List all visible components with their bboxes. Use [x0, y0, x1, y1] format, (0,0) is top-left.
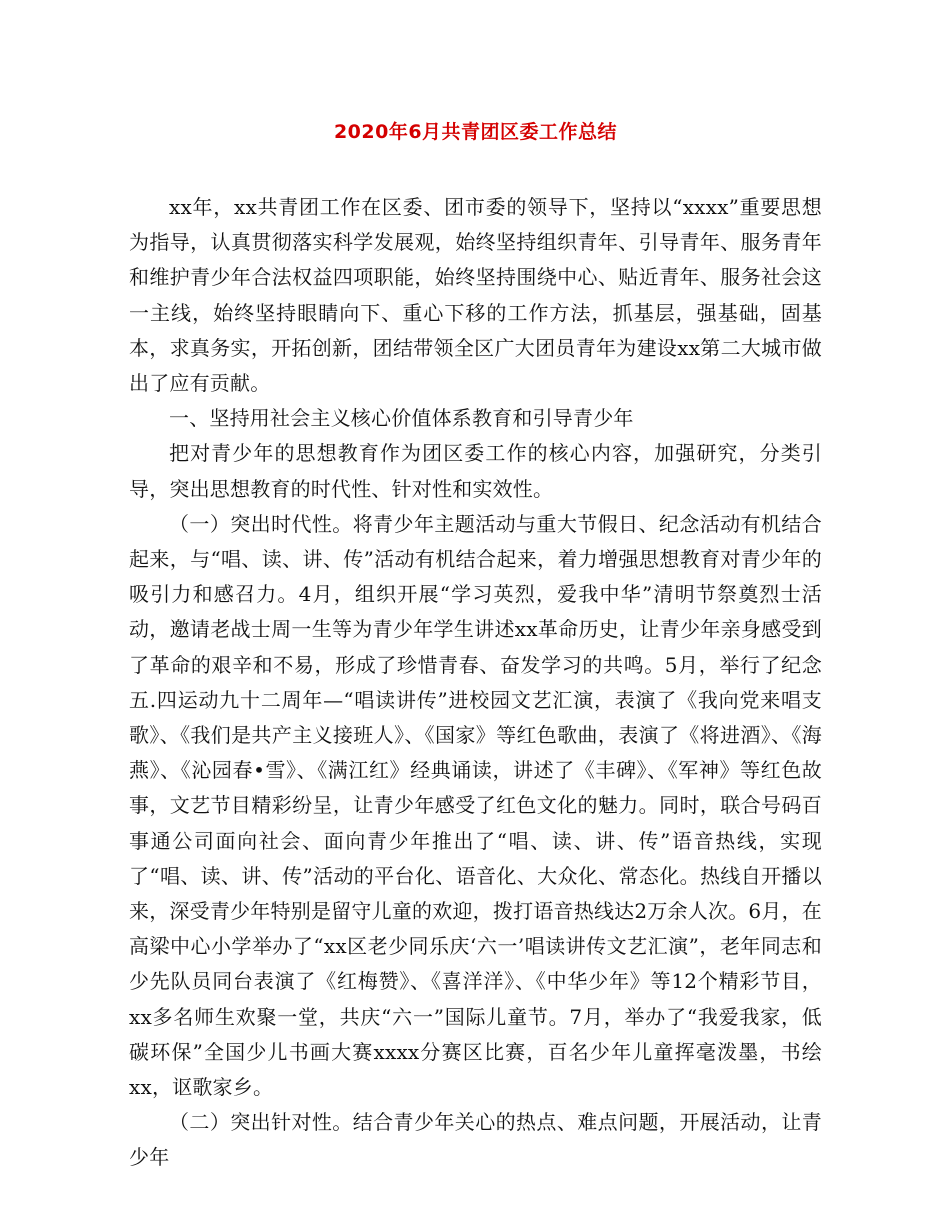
paragraph-subsection-2: （二）突出针对性。结合青少年关心的热点、难点问题，开展活动，让青少年: [129, 1110, 822, 1170]
document-title: 2020年6月共青团区委工作总结: [333, 121, 618, 143]
section-heading-1: 一、坚持用社会主义核心价值体系教育和引导青少年: [169, 406, 634, 431]
paragraph-subsection-1: （一）突出时代性。将青少年主题活动与重大节假日、纪念活动有机结合起来，与“唱、读、讲、传”活动有机结合起来，着力增强思想教育对青少年的吸引力和感召力。4月，组织开展“学习英烈，爱我中华”清明节祭奠烈士活动，邀请老战士周一生等为青少年学生讲述xx革命历史，让青少年亲身感受到了革命的艰辛和不易，形成了珍惜青春、奋发学习的共鸣。5月，举行了纪念五.四运动九十二周年—“唱读讲传”进校园文艺汇演，表演了《我向党来唱支歌》、《我们是共产主义接班人》、《国家》等红色歌曲，表演了《将进酒》、《海燕》、《沁园春•雪》、《满江红》经典诵读，讲述了《丰碑》、《军神》等红色故事，文艺节目精彩纷呈，让青少年感受了红色文化的魅力。同时，联合号码百事通公司面向社会、面向青少年推出了“唱、读、讲、传”语音热线，实现了“唱、读、讲、传”活动的平台化、语音化、大众化、常态化。热线自开播以来，深受青少年特别是留守儿童的欢迎，拨打语音热线达2万余人次。6月，在高梁中心小学举办了“xx区老少同乐庆‘六一’唱读讲传文艺汇演”，老年同志和少先队员同台表演了《红梅赞》、《喜洋洋》、《中华少年》等12个精彩节目，xx多名师生欢聚一堂，共庆“六一”国际儿童节。7月，举办了“我爱我家，低碳环保”全国少儿书画大赛xxxx分赛区比赛，百名少年儿童挥毫泼墨，书绘xx，讴歌家乡。: [129, 511, 822, 1100]
paragraph-intro: xx年，xx共青团工作在区委、团市委的领导下，坚持以“xxxx”重要思想为指导，认真贯彻落实科学发展观，始终坚持组织青年、引导青年、服务青年和维护青少年合法权益四项职能，始终坚持围绕中心、贴近青年、服务社会这一主线，始终坚持眼睛向下、重心下移的工作方法，抓基层，强基础，固基本，求真务实，开拓创新，团结带领全区广大团员青年为建设xx第二大城市做出了应有贡献。: [129, 195, 822, 396]
paragraph-section-1-intro: 把对青少年的思想教育作为团区委工作的核心内容，加强研究，分类引导，突出思想教育的时代性、针对性和实效性。: [129, 441, 822, 501]
